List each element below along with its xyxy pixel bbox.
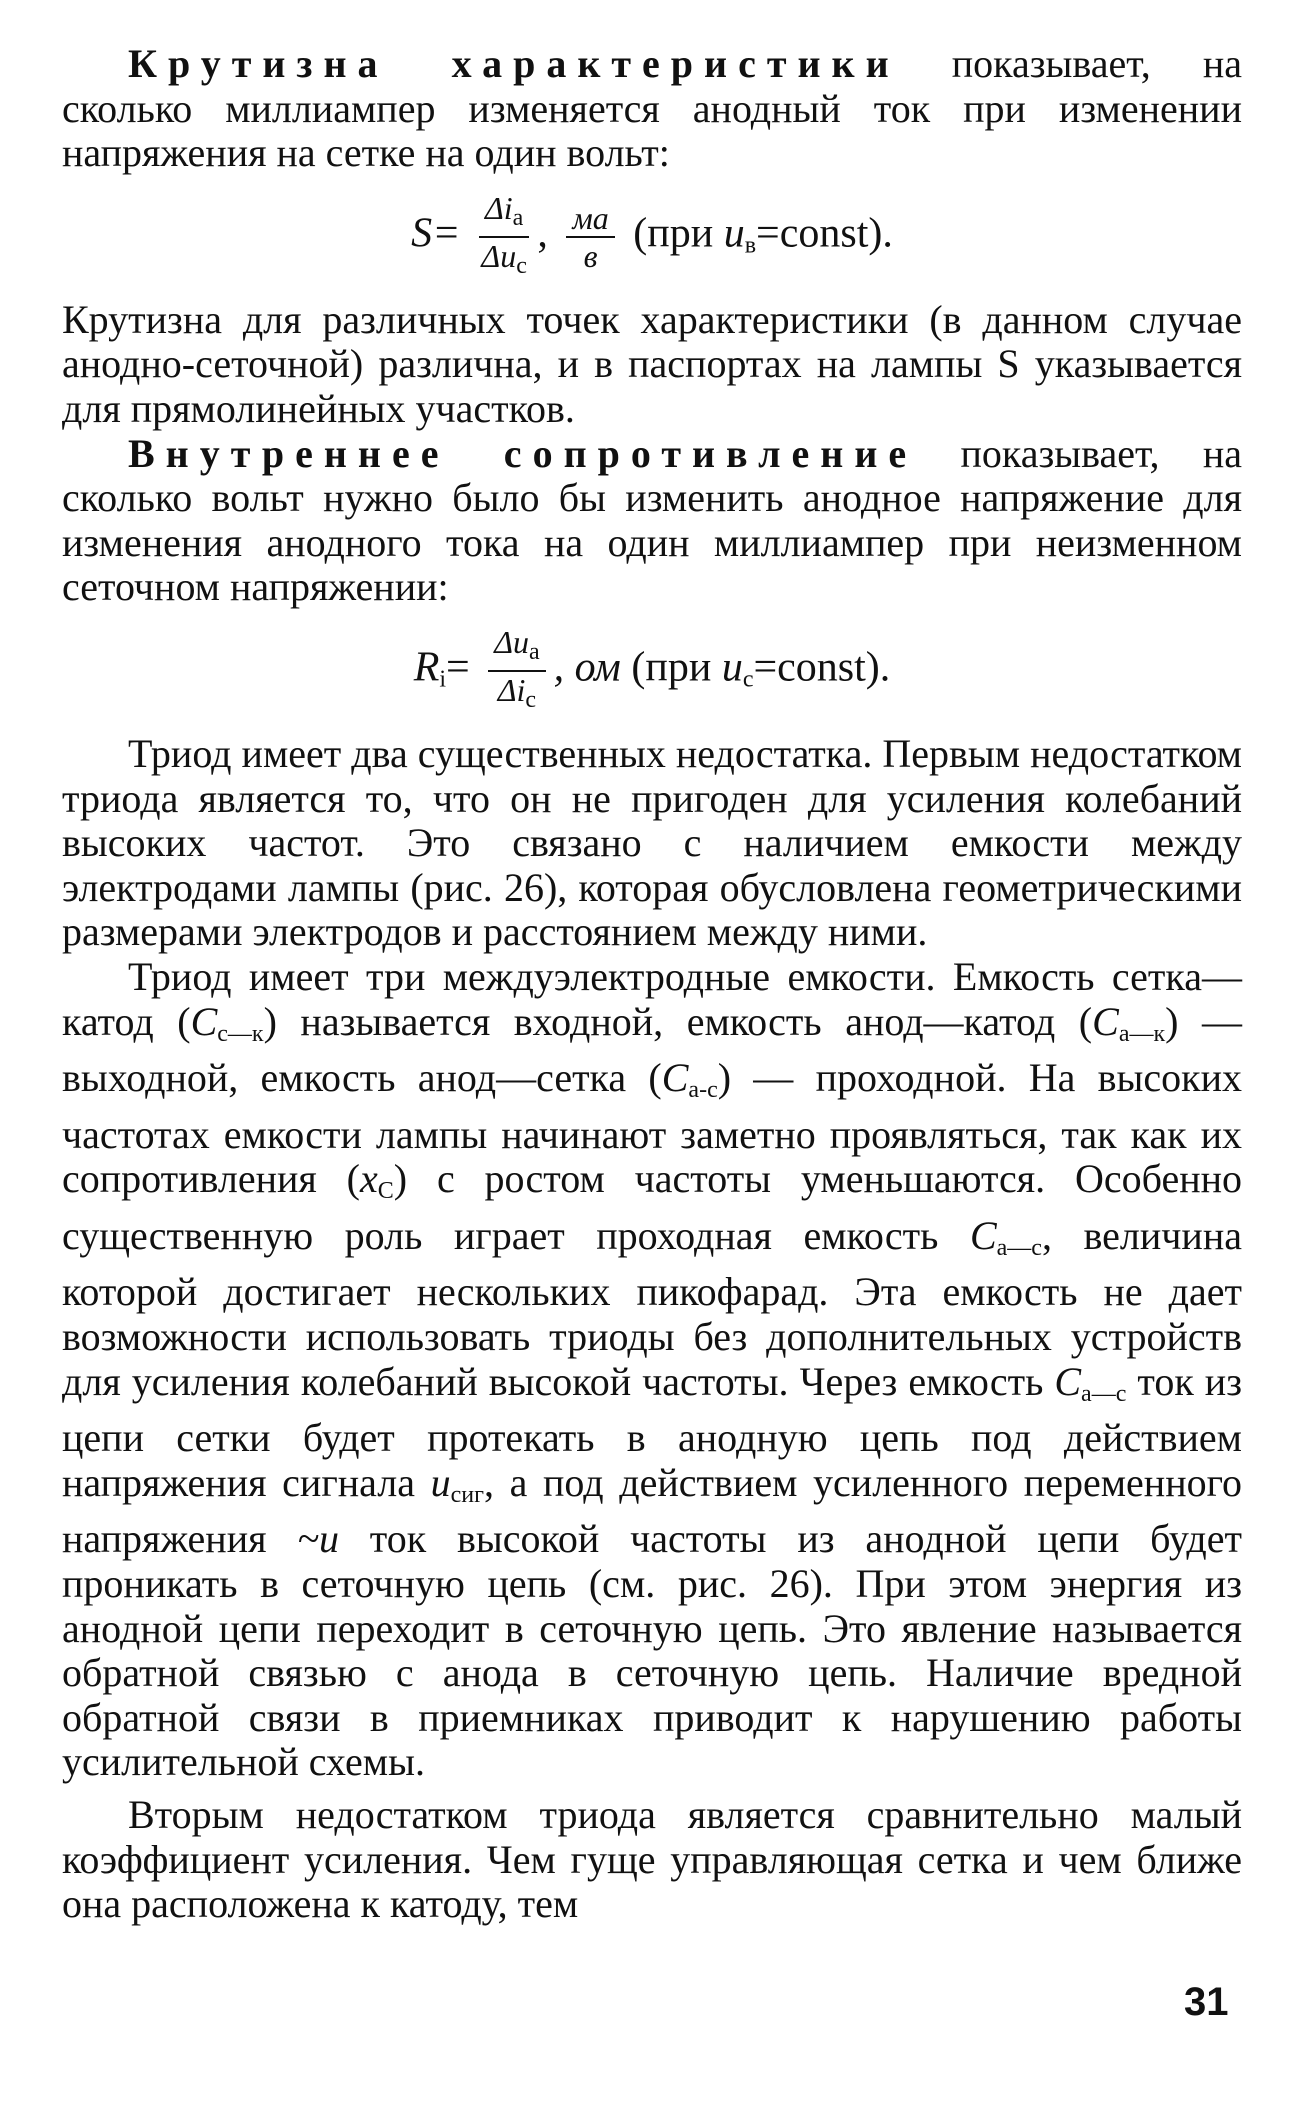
paragraph-interelectrode-capacitance: Триод имеет три междуэлектродные емкости. Емкость сетка—катод $(C_{с—к})$ называется входной, емкость анод—катод $(C_{а—к})$ — выходной, емкость анод—сетка $(C_{а-с})$ — проходной. На высоких частотах емкости лампы начинают заметно проявляться, так как их сопротивления $(x_C)$ с ростом частоты уменьшаются. Особенно существенную роль играет проходная емкость $C_{а—с}$, величина которой достигает нескольких пикофарад. Эта емкость не дает возможности использовать триоды без дополнительных устройств для усиления колебаний высокой частоты. Через емкость $C_{а—с}$ ток из цепи сетки будет протекать в анодную цепь под действием напряжения сигнала $u_{сиг}$, а под действием усиленного переменного напряжения ~u ток высокой частоты из анодной цепи будет проникать в сеточную цепь (см. рис. 26). При этом энергия из анодной цепи переходит в сеточную цепь. Это явление называется обратной связью с анода в сеточную цепь. Наличие вредной обратной связи в приемниках приводит к нарушению работы усилительной схемы. [62,953,1243,1785]
formula-internal-resistance: $R_i=$ $\frac{\Delta u_a}{\Delta i_c}$ , ом (при $u_c=const$). [62,626,1242,716]
page-text [62,42,1242,1927]
fraction-delta-u-over-delta-i: $\frac{\Delta u_a}{\Delta i_c}$ [488,626,545,716]
paragraph-slope-note: Крутизна для различных точек характеристики (в данном случае анодно-сеточной) различна, и в паспортах на лампы S указывается для прямолинейных участков. [62,296,1242,431]
paragraph-transconductance: Крутизна характеристики показывает, на сколько миллиампер изменяется анодный ток при изменении напряжения на сетке на один вольт: [62,41,1242,176]
paragraph-triode-drawbacks: Триод имеет два существенных недостатка. Первым недостатком триода является то, что он не пригоден для усиления колебаний высоких частот. Это связано с наличием емкости между электродами лампы (рис. 26), которая обусловлена геометрическими размерами электродов и расстоянием между ними. [62,730,1242,955]
paragraph-internal-resistance: Внутреннее сопротивление показывает, на сколько вольт нужно было бы изменить анодное напряжение для изменения анодного тока на один миллиампер при неизменном сеточном напряжении: [62,430,1242,610]
formula-transconductance: S= $\frac{\Delta i_a}{\Delta u_c}$ , $\frac{ма}{в}$ (при $u_в=const$). [62,192,1242,282]
paragraph-low-gain: Вторым недостатком триода является сравнительно малый коэффициент усиления. Чем гуще управляющая сетка и чем ближе она расположена к катоду, тем [62,1792,1242,1927]
fraction-delta-i-over-delta-u: $\frac{\Delta i_a}{\Delta u_c}$ [479,192,529,282]
term-transconductance: Крутизна характеристики [128,41,900,86]
fraction-units: $\frac{ма}{в}$ [566,202,614,272]
term-internal-resistance: Внутреннее сопротивление [128,430,918,476]
page-number: 31 [1184,1980,1229,2024]
